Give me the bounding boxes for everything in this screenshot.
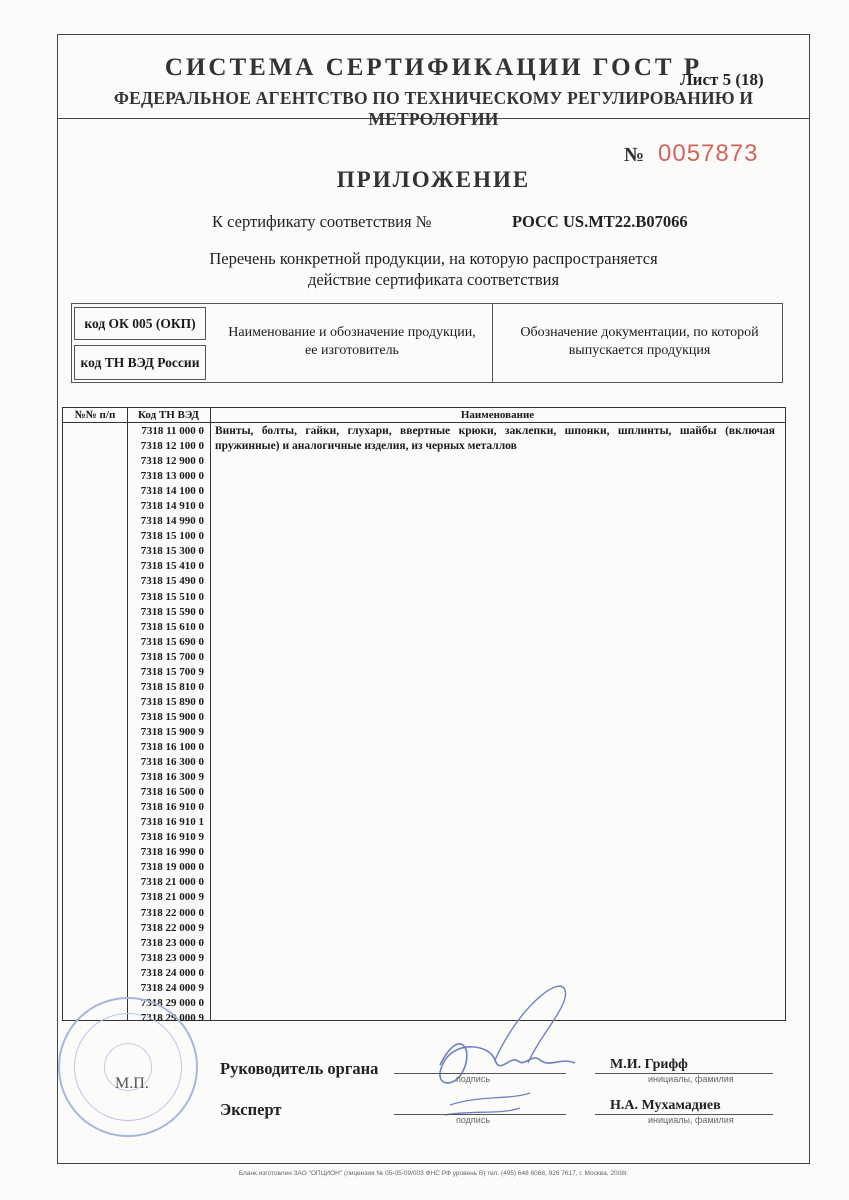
tnved-code: 7318 16 910 9 — [140, 831, 204, 844]
tnved-code: 7318 15 810 0 — [140, 680, 204, 693]
tnved-code: 7318 16 300 9 — [140, 771, 204, 784]
page-title: ПРИЛОЖЕНИЕ — [336, 167, 531, 192]
head-signature-caption: подпись — [456, 1074, 491, 1084]
tnved-code: 7318 19 000 0 — [140, 861, 204, 874]
head-name-caption: инициалы, фамилия — [648, 1074, 734, 1084]
code-box-divider — [492, 304, 493, 382]
handwritten-signature — [400, 965, 590, 1125]
column-divider — [127, 408, 128, 1020]
tnved-code: 7318 12 100 0 — [140, 440, 204, 453]
tnved-code: 7318 24 000 0 — [140, 966, 204, 979]
tnved-code: 7318 14 910 0 — [140, 500, 204, 513]
tnved-code: 7318 14 100 0 — [140, 485, 204, 498]
expert-role-label: Эксперт — [220, 1100, 282, 1119]
product-name-label: Наименование и обозначение продукции, ее изготовитель — [228, 325, 476, 358]
header-row-divider — [63, 422, 785, 423]
tnved-code: 7318 29 000 0 — [140, 996, 204, 1009]
tnved-code: 7318 15 590 0 — [140, 605, 204, 618]
list-title-line1: Перечень конкретной продукции, на которую распространяется — [209, 249, 658, 268]
code-header-box — [71, 303, 783, 383]
tnved-code: 7318 15 900 0 — [140, 710, 204, 723]
sheet-number: Лист 5 (18) — [680, 70, 764, 89]
tnved-code: 7318 16 910 0 — [140, 801, 204, 814]
tnved-code: 7318 15 690 0 — [140, 635, 204, 648]
column-header-number: №№ п/п — [74, 409, 116, 421]
tnved-code: 7318 16 500 0 — [140, 786, 204, 799]
column-header-code: Код ТН ВЭД — [137, 409, 199, 421]
tnved-code: 7318 15 700 0 — [140, 650, 204, 663]
tnved-code: 7318 16 910 1 — [140, 816, 204, 829]
tnved-code: 7318 15 700 9 — [140, 665, 204, 678]
stamp-place-label: М.П. — [115, 1075, 149, 1092]
tnved-code: 7318 15 890 0 — [140, 695, 204, 708]
agency-title: ФЕДЕРАЛЬНОЕ АГЕНТСТВО ПО ТЕХНИЧЕСКОМУ РЕГУЛИРОВАНИЮ И МЕТРОЛОГИИ — [113, 88, 754, 129]
tnved-code-label: код ТН ВЭД России — [74, 345, 206, 380]
tnved-code-list — [132, 424, 204, 1026]
okp-code-label: код ОК 005 (ОКП) — [74, 307, 206, 340]
certificate-number: РОСС US.МТ22.В07066 — [512, 212, 688, 231]
tnved-code: 7318 22 000 9 — [140, 921, 204, 934]
tnved-code: 7318 15 900 9 — [140, 725, 204, 738]
tnved-code: 7318 15 510 0 — [140, 590, 204, 603]
tnved-code: 7318 23 000 0 — [140, 936, 204, 949]
list-title-line2: действие сертификата соответствия — [307, 270, 560, 289]
tnved-code: 7318 21 000 0 — [140, 876, 204, 889]
system-title: СИСТЕМА СЕРТИФИКАЦИИ ГОСТ Р — [164, 54, 703, 81]
expert-name: Н.А. Мухамадиев — [610, 1098, 721, 1113]
tnved-code: 7318 29 000 9 — [140, 1011, 204, 1024]
tnved-code: 7318 15 490 0 — [140, 575, 204, 588]
tnved-code: 7318 22 000 0 — [140, 906, 204, 919]
column-divider — [210, 408, 211, 1020]
tnved-code: 7318 21 000 9 — [140, 891, 204, 904]
seal-stamp — [58, 997, 198, 1137]
column-header-name: Наименование — [460, 409, 535, 421]
tnved-code: 7318 16 100 0 — [140, 740, 204, 753]
product-description: Винты, болты, гайки, глухари, ввертные крюки, заклепки, шпонки, шплинты, шайбы (включая пружинные) и аналогичные изделия, из черных металлов — [215, 425, 775, 452]
expert-signature-caption: подпись — [456, 1115, 491, 1125]
tnved-code: 7318 15 410 0 — [140, 560, 204, 573]
tnved-code: 7318 16 990 0 — [140, 846, 204, 859]
tnved-code: 7318 24 000 9 — [140, 981, 204, 994]
tnved-code: 7318 23 000 9 — [140, 951, 204, 964]
certificate-label: К сертификату соответствия № — [212, 212, 432, 231]
tnved-code: 7318 13 000 0 — [140, 470, 204, 483]
tnved-code: 7318 15 300 0 — [140, 545, 204, 558]
form-number-value: 0057873 — [658, 140, 759, 167]
tnved-code: 7318 12 900 0 — [140, 455, 204, 468]
head-name: М.И. Грифф — [610, 1057, 688, 1072]
head-role-label: Руководитель органа — [220, 1059, 379, 1078]
tnved-code: 7318 15 100 0 — [140, 530, 204, 543]
tnved-code: 7318 15 610 0 — [140, 620, 204, 633]
form-number-label: № — [624, 144, 645, 166]
tnved-code: 7318 11 000 0 — [141, 425, 204, 437]
documentation-label: Обозначение документации, по которой выпускается продукция — [520, 325, 759, 358]
product-table — [62, 407, 786, 1024]
expert-name-caption: инициалы, фамилия — [648, 1115, 734, 1125]
tnved-code: 7318 16 300 0 — [140, 756, 204, 769]
tnved-code: 7318 14 990 0 — [140, 515, 204, 528]
form-footer: Бланк изготовлен ЗАО "ОПЦИОН" (лицензия № 05-05-09/003 ФНС РФ уровень В) тел. (495) 648 6068, 926 7617, г. Москва, 2008г. — [238, 1170, 629, 1177]
